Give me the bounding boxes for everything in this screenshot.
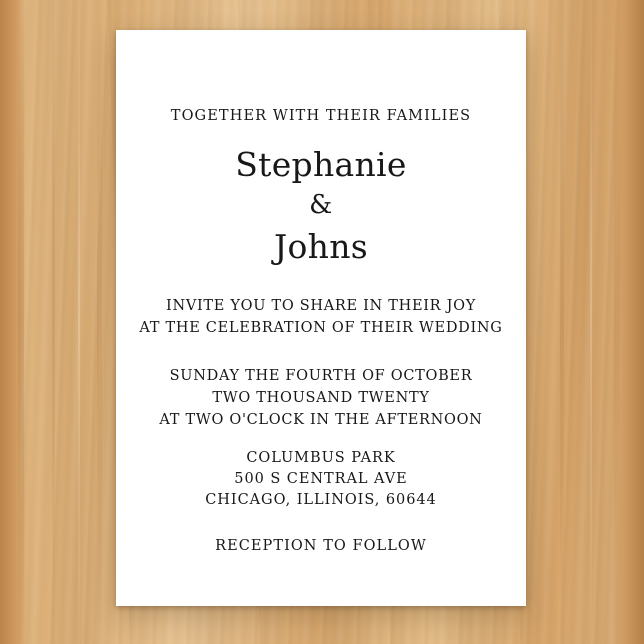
wood-grain-streak (18, 0, 24, 644)
invitation-venue-block (116, 448, 526, 511)
invitation-invite-block (116, 295, 526, 339)
invitation-preamble: TOGETHER WITH THEIR FAMILIES (170, 108, 472, 124)
wood-grain-streak (97, 0, 102, 644)
venue-line: CHICAGO, ILLINOIS, 60644 (205, 492, 437, 508)
ampersand-separator: & (309, 190, 333, 220)
date-line: SUNDAY THE FOURTH OF OCTOBER (169, 368, 473, 384)
date-line: TWO THOUSAND TWENTY (212, 390, 430, 406)
invitation-date-block (116, 365, 526, 431)
date-line: AT TWO O'CLOCK IN THE AFTERNOON (159, 412, 483, 428)
wood-grain-streak (78, 0, 80, 644)
venue-line: COLUMBUS PARK (246, 450, 396, 466)
groom-name: Johns (273, 227, 369, 266)
invite-line: AT THE CELEBRATION OF THEIR WEDDING (139, 320, 503, 336)
wood-grain-streak (52, 0, 55, 644)
venue-line: 500 S CENTRAL AVE (234, 471, 408, 487)
wood-grain-streak (590, 0, 592, 644)
wood-grain-streak (560, 0, 564, 644)
invitation-reception-note: RECEPTION TO FOLLOW (215, 538, 427, 554)
wedding-invitation-card (116, 30, 526, 606)
bride-name: Stephanie (235, 145, 407, 184)
wood-grain-streak (614, 0, 620, 644)
invitation-content (116, 30, 526, 606)
invite-line: INVITE YOU TO SHARE IN THEIR JOY (166, 298, 476, 314)
